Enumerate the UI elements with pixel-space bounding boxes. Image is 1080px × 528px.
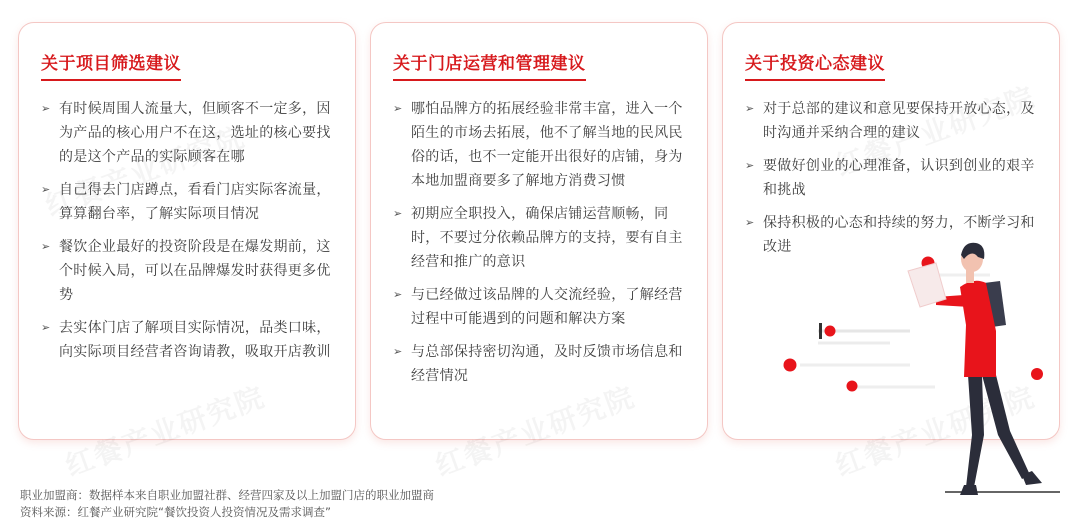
red-dot — [1031, 368, 1043, 380]
list-item — [41, 316, 335, 364]
arrow-bullet-icon: ➢ — [393, 207, 403, 220]
card-store-operations — [370, 22, 708, 440]
arrow-bullet-icon: ➢ — [41, 102, 51, 115]
list-item — [393, 283, 687, 331]
bullet-text: 对于总部的建议和意见要保持开放心态，及时沟通并采纳合理的建议 — [763, 101, 1035, 141]
arrow-bullet-icon: ➢ — [393, 345, 403, 358]
list-item — [393, 202, 687, 274]
card-project-selection — [18, 22, 356, 440]
list-item — [41, 97, 335, 169]
list-item — [41, 235, 335, 307]
footer-note-members: 职业加盟商：数据样本来自职业加盟社群、经营四家及以上加盟门店的职业加盟商 — [20, 488, 434, 502]
arrow-bullet-icon: ➢ — [393, 102, 403, 115]
list-item — [41, 178, 335, 226]
arrow-bullet-icon: ➢ — [745, 102, 755, 115]
bullet-text: 有时候周围人流量大，但顾客不一定多，因为产品的核心用户不在这，选址的核心要找的是这个产品的实际顾客在哪 — [59, 101, 331, 165]
bullet-text: 餐饮企业最好的投资阶段是在爆发期前，这个时候入局，可以在品牌爆发时获得更多优势 — [59, 239, 331, 303]
bullet-text: 去实体门店了解项目实际情况，品类口味，向实际项目经营者咨询请教，吸取开店教训 — [59, 320, 331, 360]
bullet-text: 与总部保持密切沟通，及时反馈市场信息和经营情况 — [411, 344, 683, 384]
list-item — [393, 97, 687, 193]
red-dot — [847, 381, 858, 392]
arrow-bullet-icon: ➢ — [41, 240, 51, 253]
footer-notes — [20, 487, 434, 521]
footer-note-source: 资料来源：红餐产业研究院“餐饮投资人投资情况及需求调查” — [20, 505, 331, 519]
person-shoe — [960, 485, 978, 495]
list-item — [393, 340, 687, 388]
bullet-list — [41, 97, 335, 364]
bullet-text: 自己得去门店蹲点，看看门店实际客流量，算算翻台率，了解实际项目情况 — [59, 182, 331, 222]
bullet-list — [393, 97, 687, 388]
list-item — [745, 97, 1039, 145]
arrow-bullet-icon: ➢ — [393, 288, 403, 301]
card-title: 关于门店运营和管理建议 — [393, 49, 586, 81]
list-item — [745, 154, 1039, 202]
red-dot — [825, 326, 836, 337]
person-leg — [966, 375, 984, 487]
person-leg — [982, 375, 1030, 479]
card-title: 关于项目筛选建议 — [41, 49, 181, 81]
arrow-bullet-icon: ➢ — [745, 216, 755, 229]
bullet-text: 保持积极的心态和持续的努力，不断学习和改进 — [763, 215, 1035, 255]
person-reading-illustration — [760, 235, 1080, 525]
bullet-text: 要做好创业的心理准备，认识到创业的艰辛和挑战 — [763, 158, 1035, 198]
red-dot — [784, 359, 797, 372]
arrow-bullet-icon: ➢ — [745, 159, 755, 172]
paper — [908, 263, 946, 307]
card-title: 关于投资心态建议 — [745, 49, 885, 81]
arrow-bullet-icon: ➢ — [41, 183, 51, 196]
bullet-text: 哪怕品牌方的拓展经验非常丰富，进入一个陌生的市场去拓展，他不了解当地的民风民俗的话，也不一定能开出很好的店铺，身为本地加盟商要多了解地方消费习惯 — [411, 101, 683, 189]
bullet-text: 初期应全职投入，确保店铺运营顺畅，同时，不要过分依赖品牌方的支持，要有自主经营和推广的意识 — [411, 206, 683, 270]
arrow-bullet-icon: ➢ — [41, 321, 51, 334]
bullet-text: 与已经做过该品牌的人交流经验，了解经营过程中可能遇到的问题和解决方案 — [411, 287, 683, 327]
cursor-bar — [819, 323, 822, 339]
